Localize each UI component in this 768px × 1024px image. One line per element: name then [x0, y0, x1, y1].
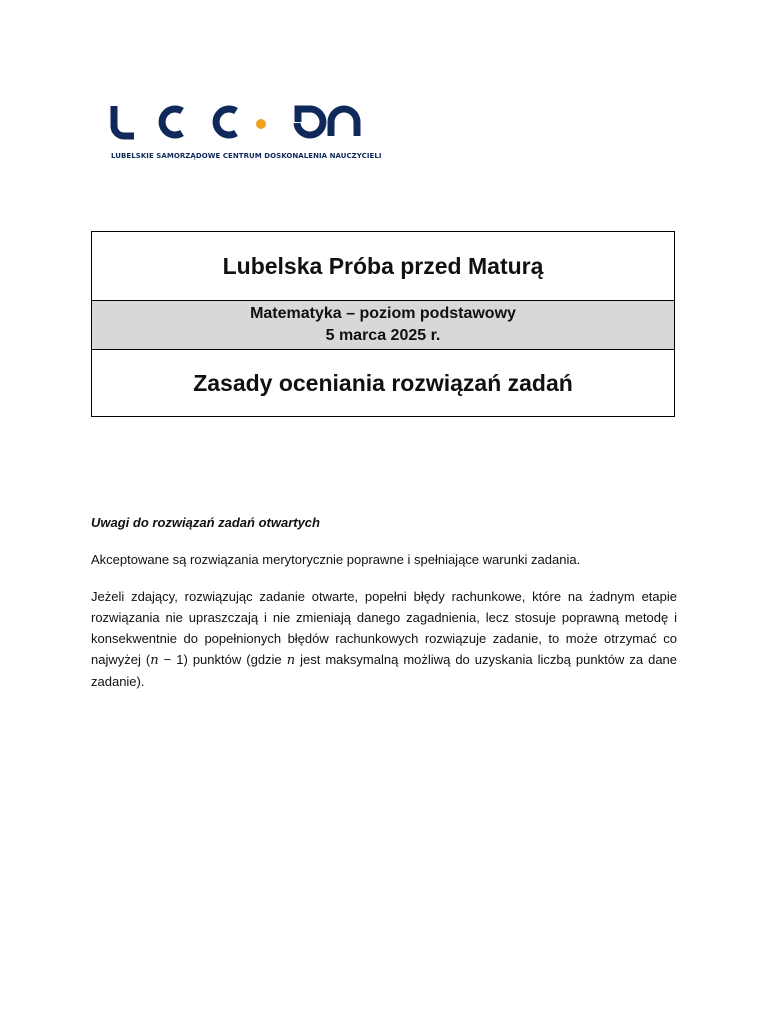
exam-date: 5 marca 2025 r.: [325, 327, 441, 344]
logo-letter-d: [297, 109, 323, 135]
logo-letter-s: [162, 109, 182, 135]
paragraph-scoring-rule: [91, 586, 677, 692]
paragraph-text-part1: Jeżeli zdający, rozwiązując zadanie otwarte, popełni błędy rachunkowe, które na żadnym etapie rozwiązania nie upraszczają i nie zmieniają danego zagadnienia, lecz stosuje poprawną metodę i konsekwentnie do popełnionych błędów rachunkowych rozwiązuje zadanie, to może otrzymać co najwyżej (: [91, 589, 677, 667]
logo-letter-c: [216, 109, 236, 135]
logo-letter-l: [114, 106, 134, 136]
lscdn-logo: [110, 102, 382, 164]
exam-title: Lubelska Próba przed Maturą: [92, 232, 674, 301]
logo-glyphs: [110, 102, 362, 142]
section-heading: Uwagi do rozwiązań zadań otwartych: [91, 515, 320, 530]
paragraph-text-part3: jest maksymalną możliwą do uzyskania liczbą punktów za dane zadanie).: [91, 652, 678, 689]
title-box: [91, 231, 675, 417]
logo-letter-n: [331, 109, 357, 136]
exam-info-band: [92, 301, 674, 350]
paragraph-text-part2: − 1) punktów (gdzie: [158, 652, 287, 667]
document-body: [91, 512, 677, 692]
document-subtitle: Zasady oceniania rozwiązań zadań: [193, 369, 573, 396]
logo-dot: [256, 119, 266, 129]
logo-caption: LUBELSKIE SAMORZĄDOWE CENTRUM DOSKONALENIA NAUCZYCIELI: [111, 152, 382, 160]
math-variable-n: n: [286, 653, 296, 668]
paragraph-acceptance: Akceptowane są rozwiązania merytorycznie poprawne i spełniające warunki zadania.: [91, 552, 581, 567]
exam-subject: Matematyka – poziom podstawowy: [250, 305, 516, 322]
math-variable-n: n: [150, 653, 159, 668]
